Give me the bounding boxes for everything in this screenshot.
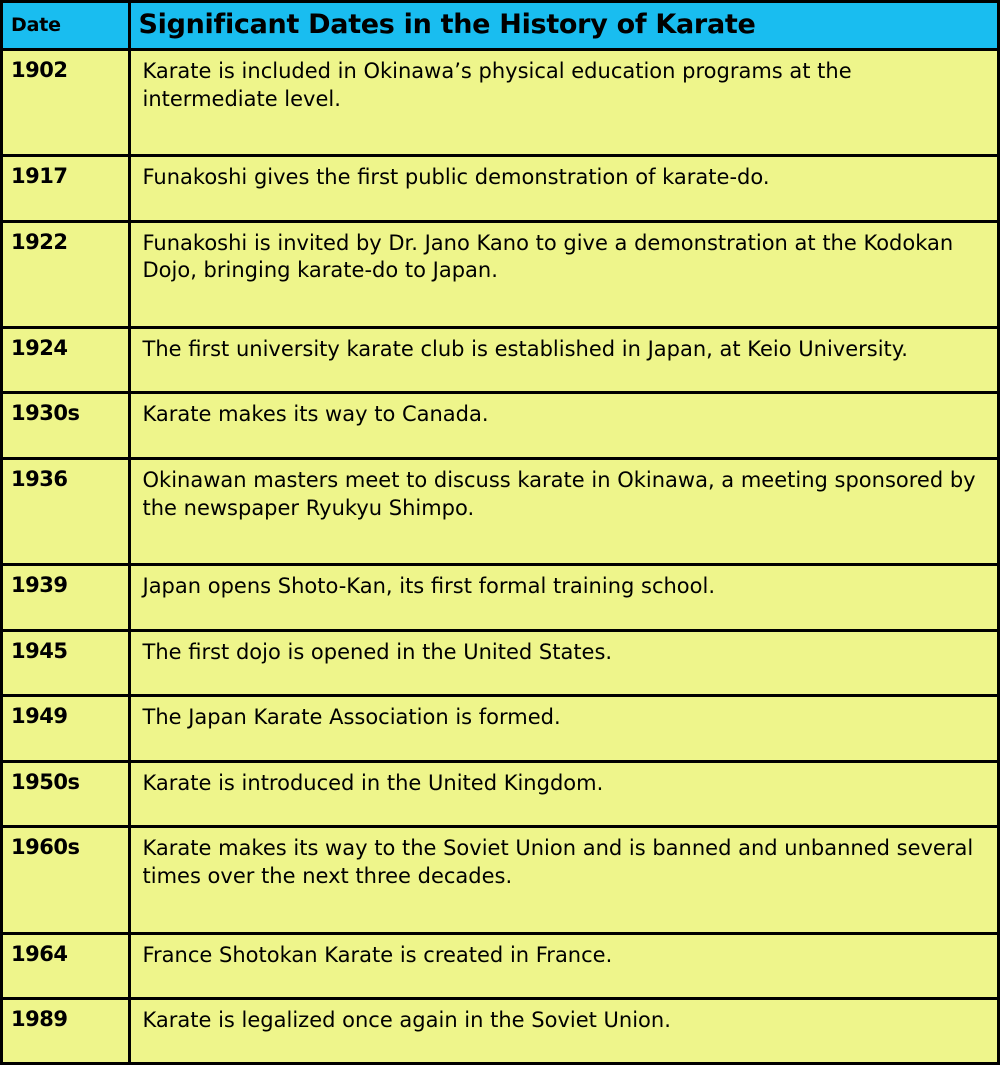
cell-event: Karate is legalized once again in the Soviet Union. xyxy=(129,999,997,1062)
cell-event: Funakoshi gives the first public demonstration of karate-do. xyxy=(129,156,997,222)
cell-date: 1960s xyxy=(3,827,129,933)
table-header xyxy=(3,3,997,50)
table-row xyxy=(3,50,997,156)
cell-event: The first dojo is opened in the United States. xyxy=(129,630,997,696)
table-row xyxy=(3,458,997,564)
cell-date: 1936 xyxy=(3,458,129,564)
cell-event: Okinawan masters meet to discuss karate in Okinawa, a meeting sponsored by the newspaper Ryukyu Shimpo. xyxy=(129,458,997,564)
cell-event: The first university karate club is established in Japan, at Keio University. xyxy=(129,327,997,393)
cell-event: The Japan Karate Association is formed. xyxy=(129,696,997,762)
cell-event: Japan opens Shoto-Kan, its first formal training school. xyxy=(129,565,997,631)
table-row xyxy=(3,221,997,327)
table-row xyxy=(3,327,997,393)
table-row xyxy=(3,156,997,222)
table-row xyxy=(3,933,997,999)
header-row xyxy=(3,3,997,50)
table-row xyxy=(3,393,997,459)
cell-date: 1924 xyxy=(3,327,129,393)
table-row xyxy=(3,827,997,933)
karate-history-table xyxy=(3,3,997,1062)
table-row xyxy=(3,565,997,631)
column-header-date: Date xyxy=(3,3,129,50)
cell-event: Karate makes its way to Canada. xyxy=(129,393,997,459)
cell-date: 1939 xyxy=(3,565,129,631)
cell-date: 1902 xyxy=(3,50,129,156)
cell-date: 1945 xyxy=(3,630,129,696)
cell-date: 1949 xyxy=(3,696,129,762)
cell-event: Karate is included in Okinawa’s physical education programs at the intermediate level. xyxy=(129,50,997,156)
table-row xyxy=(3,999,997,1062)
cell-event: Karate makes its way to the Soviet Union and is banned and unbanned several times over the next three decades. xyxy=(129,827,997,933)
column-header-title: Significant Dates in the History of Karate xyxy=(129,3,997,50)
table-row xyxy=(3,761,997,827)
cell-event: Funakoshi is invited by Dr. Jano Kano to give a demonstration at the Kodokan Dojo, bringing karate-do to Japan. xyxy=(129,221,997,327)
cell-date: 1930s xyxy=(3,393,129,459)
cell-date: 1964 xyxy=(3,933,129,999)
table-row xyxy=(3,630,997,696)
cell-date: 1989 xyxy=(3,999,129,1062)
cell-event: France Shotokan Karate is created in France. xyxy=(129,933,997,999)
cell-date: 1950s xyxy=(3,761,129,827)
cell-date: 1917 xyxy=(3,156,129,222)
cell-event: Karate is introduced in the United Kingdom. xyxy=(129,761,997,827)
table-row xyxy=(3,696,997,762)
cell-date: 1922 xyxy=(3,221,129,327)
table-body xyxy=(3,50,997,1063)
